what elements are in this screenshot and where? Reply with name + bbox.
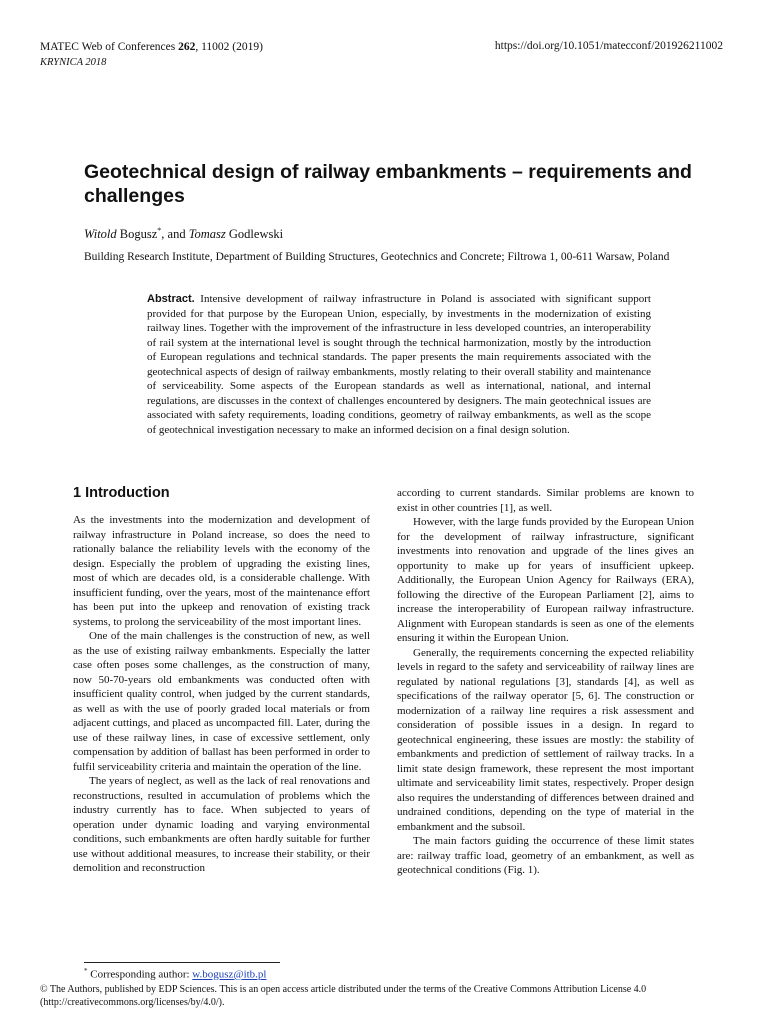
doi-link[interactable]: https://doi.org/10.1051/matecconf/201926211002 xyxy=(494,40,723,52)
journal-name: MATEC Web of Conferences xyxy=(40,41,179,53)
paragraph: As the investments into the modernization and development of railway infrastructure in Poland increase, so does the need to rationally balance the reliability levels with the economy of the design. Especially the problem of upgrading the existing lines, most of which are decades old, is a considerable challenge. With insufficient funding, over the years, most of the maintenance effort has been put into the upkeep and renovation of existing track systems, to prolong the serviceability of the most important lines. xyxy=(73,514,370,628)
paragraph: One of the main challenges is the construction of new, as well as the use of existing railway embankments. Especially the latter case often poses some challenges, as the construction of many, now 50-70-years old embankments was conducted often with insufficient quality control, when judged by the current standards, as well as with the use of poorly graded local materials or from adjacent cuttings, and placed as uncompacted fill. Later, during the use of these railway lines, in case of excessive settlement, only compensation by addition of ballast has been performed in order to fulfil serviceability criteria and maintain the operation of the line. xyxy=(73,630,370,773)
running-header-left xyxy=(40,40,263,70)
journal-article-number: , 11002 (2019) xyxy=(195,41,263,53)
license-url[interactable]: (http://creativecommons.org/licenses/by/4.0/). xyxy=(40,997,225,1008)
journal-citation xyxy=(40,40,263,55)
abstract-text: Intensive development of railway infrastructure in Poland is associated with significant support provided for that purpose by the European Union, especially, by investments in the modernization of existing railway lines. Together with the improvement of the infrastructure in less developed countries, an interoperability of rail system at the international level is sought through the technical harmonization, mostly by the introduction of European regulations and technical standards. The paper presents the main requirements associated with the geotechnical aspects of design of railway embankments, mostly relating to their overall stability and maintenance of serviceability. Some aspects of the European standards as well as international, national, and internal regulations, are discusses in the context of challenges encountered by designers. The main geotechnical issues are associated with safety requirements, loading conditions, geometry of railway embankments, as well as the scope of geotechnical investigation necessary to make an informed decision on a final design solution. xyxy=(147,293,651,436)
footnote xyxy=(84,967,267,981)
conference-name: KRYNICA 2018 xyxy=(40,57,107,68)
author-email-link[interactable]: w.bogusz@itb.pl xyxy=(192,968,267,981)
author-list xyxy=(84,226,283,242)
paragraph: The main factors guiding the occurrence of these limit states are: railway traffic load, geometry of an embankment, as well as geotechnical conditions (Fig. 1). xyxy=(397,835,694,876)
author-2-first-name: Tomasz xyxy=(188,227,226,242)
paragraph: However, with the large funds provided by the European Union for the development of railway infrastructure, significant investments into renovation and upgrade of the lines gives an opportunity to make up for years of insufficient upkeep. Additionally, the European Union Agency for Railways (ERA), following the directive of the European Parliament [2], aims to increase the interoperability of European railway infrastructure. Alignment with European standards is seen as one of the elements ensuring it within the European Union. xyxy=(397,516,694,644)
paper-title: Geotechnical design of railway embankments – requirements and challenges xyxy=(84,161,692,207)
paragraph: according to current standards. Similar problems are known to exist in other countries [1], as well. xyxy=(397,487,694,514)
author-1-first-name: Witold xyxy=(84,227,117,242)
license-text: © The Authors, published by EDP Sciences. This is an open access article distributed under the terms of the Creative Commons Attribution License 4.0 xyxy=(40,984,647,995)
affiliation: Building Research Institute, Department of Building Structures, Geotechnics and Concrete; Filtrowa 1, 00-611 Warsaw, Poland xyxy=(84,251,670,263)
paragraph: Generally, the requirements concerning the expected reliability levels in regard to the safety and serviceability of railway lines are regulated by national regulations [3], standards [4], as well as specifications of the railway operator [5, 6]. The construction or modernization of a railway line requires a risk assessment and consideration of possible issues in a design. In regard to geotechnical engineering, these issues are mostly: the stability of embankments and prediction of settlement of railway tracks. In a limit state design framework, these represent the most important ultimate and serviceability limit states, respectively. Proper design also requires the understanding of differences between drained and undrained conditions, depending on the type of material in the embankment and the subsoil. xyxy=(397,646,694,833)
abstract xyxy=(147,292,651,437)
corresponding-author-mark: * xyxy=(157,226,162,235)
abstract-label: Abstract. xyxy=(147,293,195,305)
footnote-mark: * xyxy=(84,967,88,975)
footnote-label: Corresponding author: xyxy=(87,968,193,981)
author-2-last-name: Godlewski xyxy=(225,227,284,242)
footnote-divider xyxy=(84,962,280,963)
author-1-last-name: Bogusz xyxy=(116,227,158,242)
author-separator: , and xyxy=(161,227,189,242)
left-column xyxy=(73,484,370,876)
section-heading: 1 Introduction xyxy=(73,485,170,501)
journal-volume: 262 xyxy=(178,41,196,53)
license-notice xyxy=(40,983,730,1009)
paragraph: The years of neglect, as well as the lack of real renovations and reconstructions, resulted in accumulation of problems which the industry currently has to face. When subjected to years of operation under dynamic loading and varying environmental conditions, such embankments are often hardly suitable for further use without additional measures, to increase their stability, or their demolition and reconstruction xyxy=(73,775,370,874)
right-column xyxy=(397,486,694,878)
